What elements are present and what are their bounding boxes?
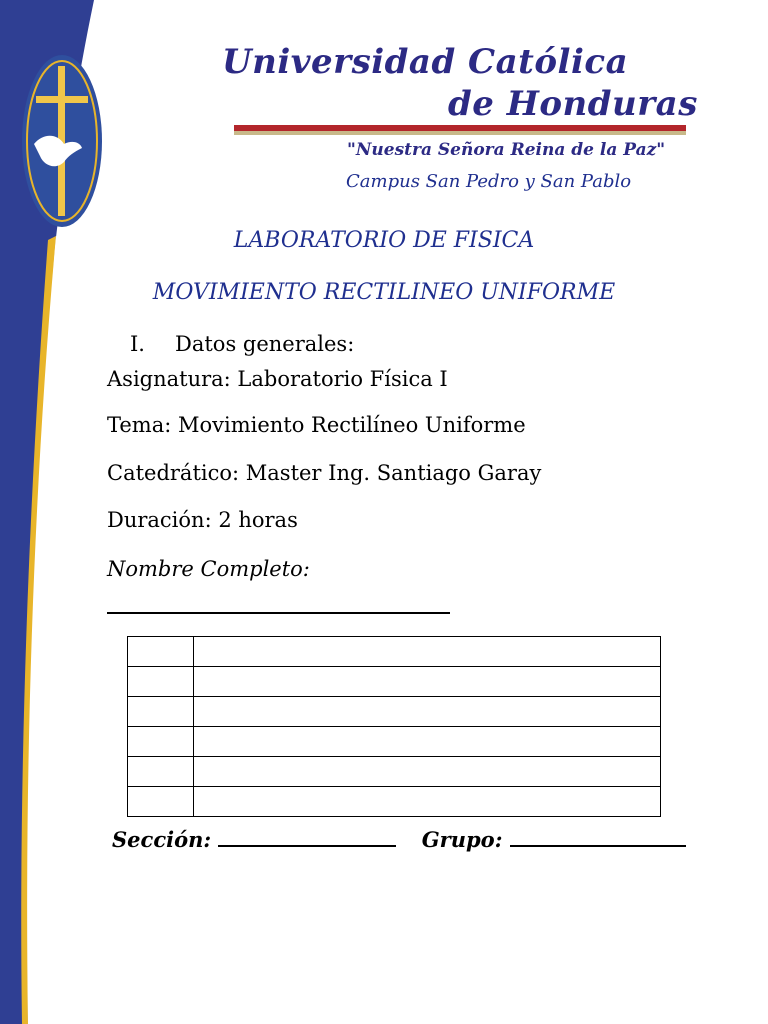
section-group-row bbox=[112, 825, 686, 852]
field-tema: Tema: Movimiento Rectilíneo Uniforme bbox=[107, 413, 526, 437]
lab-topic-title: MOVIMIENTO RECTILINEO UNIFORME bbox=[152, 280, 616, 305]
table-cell-name[interactable] bbox=[194, 757, 661, 787]
table-row bbox=[128, 757, 661, 787]
name-blank-line[interactable] bbox=[107, 612, 450, 614]
table-cell-number[interactable] bbox=[128, 637, 194, 667]
table-row bbox=[128, 637, 661, 667]
campus-name: Campus San Pedro y San Pablo bbox=[346, 171, 632, 192]
table-cell-number[interactable] bbox=[128, 697, 194, 727]
section-heading: Datos generales: bbox=[175, 332, 355, 356]
field-nombre-completo: Nombre Completo: bbox=[107, 557, 310, 581]
table-cell-name[interactable] bbox=[194, 787, 661, 817]
table-cell-name[interactable] bbox=[194, 697, 661, 727]
field-duracion: Duración: 2 horas bbox=[107, 508, 298, 532]
field-catedratico: Catedrático: Master Ing. Santiago Garay bbox=[107, 461, 542, 485]
lab-title: LABORATORIO DE FISICA bbox=[233, 228, 535, 253]
table-cell-number[interactable] bbox=[128, 727, 194, 757]
table-cell-name[interactable] bbox=[194, 667, 661, 697]
table-cell-name[interactable] bbox=[194, 637, 661, 667]
field-asignatura: Asignatura: Laboratorio Física I bbox=[107, 367, 448, 391]
table-row bbox=[128, 727, 661, 757]
table-row bbox=[128, 667, 661, 697]
university-name-line1: Universidad Católica bbox=[222, 42, 629, 82]
student-roster-table bbox=[127, 636, 661, 817]
seccion-blank-line[interactable] bbox=[218, 825, 396, 847]
cross-and-dove-emblem-icon bbox=[18, 52, 106, 230]
table-cell-number[interactable] bbox=[128, 667, 194, 697]
university-motto: "Nuestra Señora Reina de la Paz" bbox=[347, 140, 666, 160]
table-cell-number[interactable] bbox=[128, 787, 194, 817]
header-divider-shadow bbox=[234, 131, 686, 135]
grupo-label: Grupo: bbox=[421, 827, 503, 852]
table-row bbox=[128, 697, 661, 727]
table-cell-name[interactable] bbox=[194, 727, 661, 757]
university-name-line2: de Honduras bbox=[448, 84, 698, 124]
table-row bbox=[128, 787, 661, 817]
grupo-blank-line[interactable] bbox=[510, 825, 686, 847]
seccion-label: Sección: bbox=[112, 827, 212, 852]
table-cell-number[interactable] bbox=[128, 757, 194, 787]
section-number: I. bbox=[130, 332, 145, 356]
